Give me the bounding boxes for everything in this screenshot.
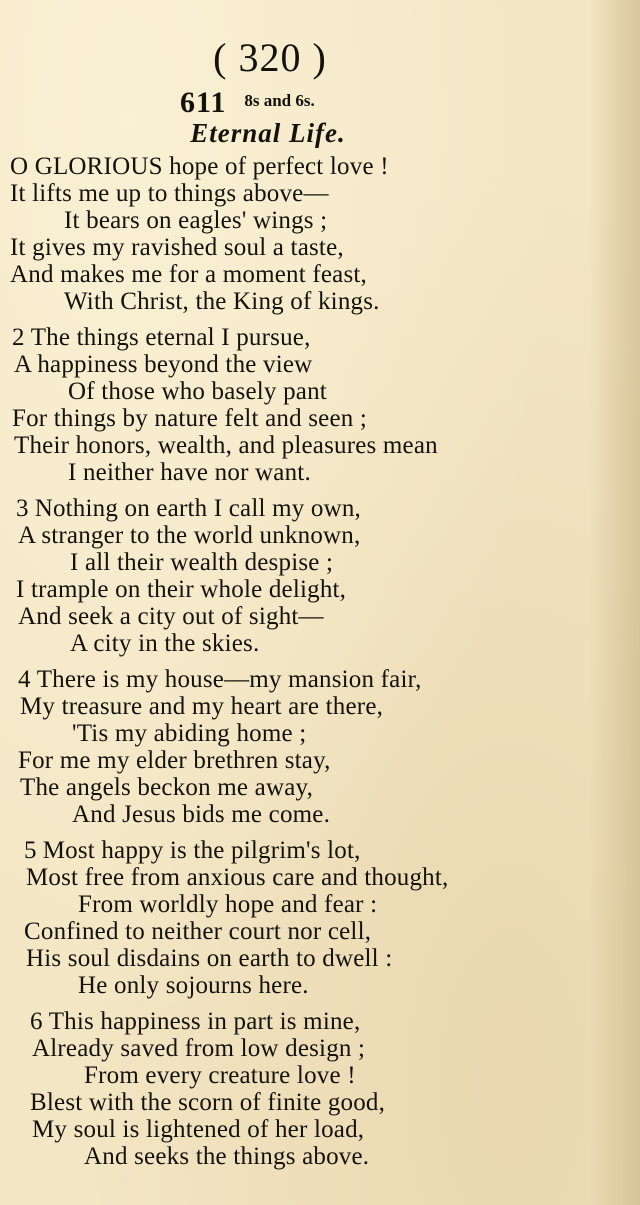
stanza-line: It bears on eagles' wings ; <box>64 207 328 234</box>
hymn-title: Eternal Life. <box>190 118 346 148</box>
stanza-line: I all their wealth despise ; <box>70 549 334 576</box>
stanza-number: 3 <box>16 495 29 522</box>
stanza-first-line <box>0 495 640 522</box>
stanza-number: 5 <box>24 837 37 864</box>
stanza-line: From worldly hope and fear : <box>78 891 378 918</box>
stanza-line: Confined to neither court nor cell, <box>24 918 372 945</box>
stanza-number: 4 <box>18 666 31 693</box>
stanza-line: And makes me for a moment feast, <box>10 261 367 288</box>
stanza-line: Most happy is the pilgrim's lot, <box>42 837 361 864</box>
stanza-number: 6 <box>30 1008 43 1035</box>
stanza-line: Nothing on earth I call my own, <box>34 495 361 522</box>
stanza-line: His soul disdains on earth to dwell : <box>26 945 393 972</box>
stanza-line: For me my elder brethren stay, <box>18 747 331 774</box>
stanza-line: Already saved from low design ; <box>32 1035 366 1062</box>
stanza-line: The angels beckon me away, <box>20 774 314 801</box>
stanza-6 <box>0 1008 640 1170</box>
stanza-first-line <box>0 1008 640 1035</box>
stanza-first-line <box>0 666 640 693</box>
stanza-line: A stranger to the world unknown, <box>18 522 361 549</box>
stanza-line: He only sojourns here. <box>78 972 309 999</box>
stanza-line: 'Tis my abiding home ; <box>72 720 307 747</box>
stanza-4 <box>0 666 640 828</box>
stanza-line: It lifts me up to things above— <box>10 180 329 207</box>
stanza-line: Blest with the scorn of finite good, <box>30 1089 386 1116</box>
stanza-line: There is my house—my mansion fair, <box>36 666 422 693</box>
hymn-header <box>180 86 315 120</box>
stanza-line: I trample on their whole delight, <box>16 576 347 603</box>
stanza-line: With Christ, the King of kings. <box>64 288 380 315</box>
stanza-line: And seeks the things above. <box>84 1143 370 1170</box>
stanza-line: A happiness beyond the view <box>14 351 313 378</box>
stanza-line: My soul is lightened of her load, <box>32 1116 365 1143</box>
stanza-first-line <box>0 324 640 351</box>
stanza-line: I neither have nor want. <box>68 459 311 486</box>
hymn-number: 611 <box>180 86 227 119</box>
stanza-line: A city in the skies. <box>70 630 260 657</box>
stanza-line: O GLORIOUS hope of perfect love ! <box>10 153 389 180</box>
stanza-line: It gives my ravished soul a taste, <box>10 234 344 261</box>
stanza-first-line <box>0 837 640 864</box>
stanza-line: For things by nature felt and seen ; <box>12 405 368 432</box>
page-number: ( 320 ) <box>213 35 327 80</box>
stanza-line: From every creature love ! <box>84 1062 356 1089</box>
stanza-line: Most free from anxious care and thought, <box>26 864 449 891</box>
hymn-verses <box>0 153 640 1179</box>
stanza-line: Of those who basely pant <box>68 378 327 405</box>
stanza-number: 2 <box>12 324 25 351</box>
stanza-line: Their honors, wealth, and pleasures mean <box>14 432 438 459</box>
stanza-line: My treasure and my heart are there, <box>20 693 384 720</box>
stanza-5 <box>0 837 640 999</box>
stanza-1 <box>0 153 640 315</box>
hymn-meter: 8s and 6s. <box>244 91 315 110</box>
stanza-2 <box>0 324 640 486</box>
stanza-line: The things eternal I pursue, <box>30 324 311 351</box>
stanza-line: And seek a city out of sight— <box>18 603 324 630</box>
stanza-line: And Jesus bids me come. <box>72 801 331 828</box>
stanza-3 <box>0 495 640 657</box>
stanza-line: This happiness in part is mine, <box>48 1008 361 1035</box>
